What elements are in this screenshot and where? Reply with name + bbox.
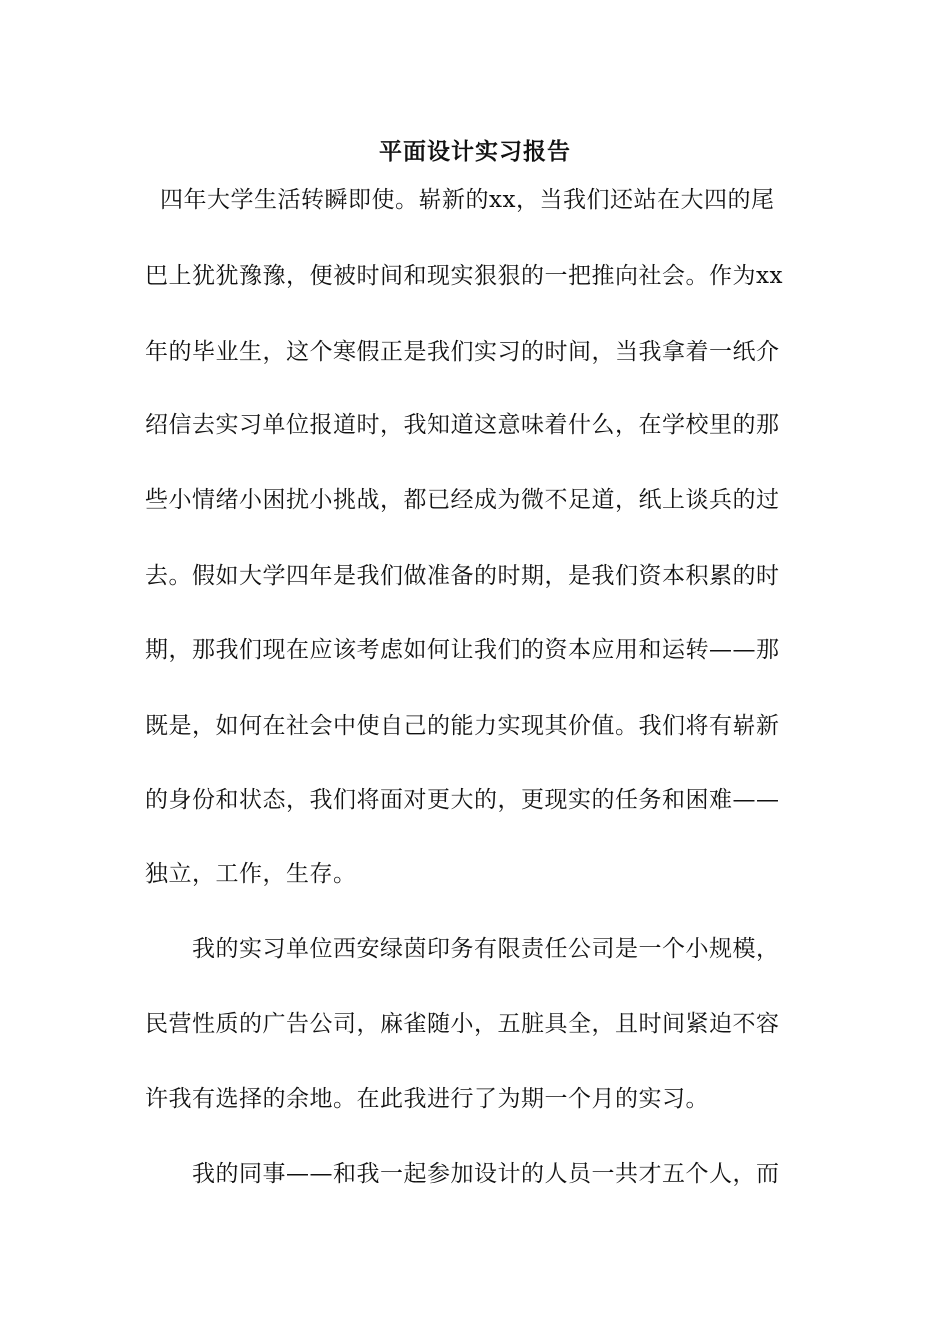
paragraph-2-line-2: 民营性质的广告公司，麻雀随小，五脏具全，且时间紧迫不容 (145, 1011, 780, 1037)
paragraph-1-line-3: 年的毕业生，这个寒假正是我们实习的时间，当我拿着一纸介 (145, 339, 780, 365)
paragraph-1-line-1: 四年大学生活转瞬即使。崭新的xx，当我们还站在大四的尾 (160, 187, 775, 213)
paragraph-1-line-2: 巴上犹犹豫豫，便被时间和现实狠狠的一把推向社会。作为xx (145, 263, 783, 289)
paragraph-1-line-9: 的身份和状态，我们将面对更大的，更现实的任务和困难—— (145, 787, 780, 813)
paragraph-1-line-4: 绍信去实习单位报道时，我知道这意味着什么，在学校里的那 (145, 412, 780, 438)
paragraph-1-line-10: 独立，工作，生存。 (145, 861, 357, 887)
document-title: 平面设计实习报告 (379, 138, 571, 165)
paragraph-3-line-1: 我的同事——和我一起参加设计的人员一共才五个人，而 (192, 1161, 780, 1187)
paragraph-1-line-7: 期，那我们现在应该考虑如何让我们的资本应用和运转——那 (145, 637, 780, 663)
paragraph-1-line-6: 去。假如大学四年是我们做准备的时期，是我们资本积累的时 (145, 563, 780, 589)
paragraph-2-line-1: 我的实习单位西安绿茵印务有限责任公司是一个小规模， (192, 936, 780, 962)
paragraph-1-line-5: 些小情绪小困扰小挑战，都已经成为微不足道，纸上谈兵的过 (145, 487, 780, 513)
paragraph-1-line-8: 既是，如何在社会中使自己的能力实现其价值。我们将有崭新 (145, 713, 780, 739)
paragraph-2-line-3: 许我有选择的余地。在此我进行了为期一个月的实习。 (145, 1086, 709, 1112)
